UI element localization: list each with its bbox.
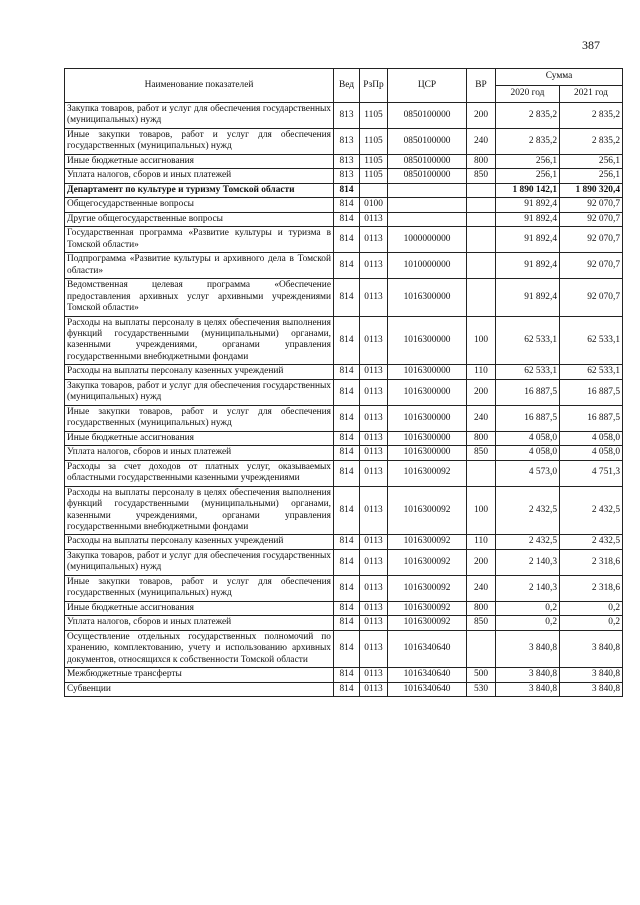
cell-2021: 16 887,5 bbox=[560, 379, 623, 405]
cell-ved: 814 bbox=[334, 446, 360, 460]
cell-rzpr bbox=[360, 183, 388, 197]
cell-vr: 850 bbox=[467, 616, 496, 630]
cell-name: Субвенции bbox=[65, 682, 334, 696]
cell-vr: 100 bbox=[467, 486, 496, 535]
cell-csr: 1016300000 bbox=[388, 316, 467, 365]
cell-2020: 2 432,5 bbox=[496, 535, 560, 549]
cell-2020: 62 533,1 bbox=[496, 365, 560, 379]
cell-2021: 256,1 bbox=[560, 154, 623, 168]
cell-name: Другие общегосударственные вопросы bbox=[65, 212, 334, 226]
cell-name: Иные бюджетные ассигнования bbox=[65, 431, 334, 445]
cell-2020: 16 887,5 bbox=[496, 379, 560, 405]
cell-rzpr: 1105 bbox=[360, 154, 388, 168]
cell-csr: 1016300000 bbox=[388, 279, 467, 316]
cell-2021: 2 835,2 bbox=[560, 103, 623, 129]
cell-name: Уплата налогов, сборов и иных платежей bbox=[65, 446, 334, 460]
budget-table bbox=[64, 68, 623, 697]
cell-2020: 0,2 bbox=[496, 616, 560, 630]
cell-2020: 3 840,8 bbox=[496, 668, 560, 682]
cell-ved: 813 bbox=[334, 103, 360, 129]
header-csr: ЦСР bbox=[388, 69, 467, 103]
cell-2020: 3 840,8 bbox=[496, 630, 560, 667]
cell-2021: 0,2 bbox=[560, 601, 623, 615]
cell-rzpr: 0113 bbox=[360, 431, 388, 445]
cell-ved: 814 bbox=[334, 682, 360, 696]
cell-2020: 4 058,0 bbox=[496, 431, 560, 445]
table-row bbox=[65, 682, 623, 696]
cell-name: Закупка товаров, работ и услуг для обеспечения государственных (муниципальных) нужд bbox=[65, 549, 334, 575]
cell-vr: 200 bbox=[467, 549, 496, 575]
cell-ved: 814 bbox=[334, 630, 360, 667]
cell-csr: 1016300000 bbox=[388, 446, 467, 460]
cell-csr: 1016340640 bbox=[388, 630, 467, 667]
cell-vr: 850 bbox=[467, 446, 496, 460]
cell-csr: 1016300000 bbox=[388, 365, 467, 379]
cell-csr: 1016300092 bbox=[388, 616, 467, 630]
table-row bbox=[65, 103, 623, 129]
cell-csr: 1016340640 bbox=[388, 668, 467, 682]
cell-ved: 814 bbox=[334, 535, 360, 549]
table-row bbox=[65, 365, 623, 379]
cell-csr: 1016300092 bbox=[388, 575, 467, 601]
cell-ved: 814 bbox=[334, 365, 360, 379]
cell-name: Иные закупки товаров, работ и услуг для обеспечения государственных (муниципальных) нужд bbox=[65, 575, 334, 601]
cell-rzpr: 0100 bbox=[360, 198, 388, 212]
cell-name: Осуществление отдельных государственных полномочий по хранению, комплектованию, учету и использованию архивных документов, относящихся к собственности Томской области bbox=[65, 630, 334, 667]
cell-rzpr: 0113 bbox=[360, 446, 388, 460]
cell-2020: 3 840,8 bbox=[496, 682, 560, 696]
cell-2021: 92 070,7 bbox=[560, 253, 623, 279]
cell-ved: 814 bbox=[334, 549, 360, 575]
cell-2021: 62 533,1 bbox=[560, 365, 623, 379]
cell-rzpr: 1105 bbox=[360, 103, 388, 129]
table-row bbox=[65, 128, 623, 154]
cell-ved: 814 bbox=[334, 460, 360, 486]
cell-csr: 1016300000 bbox=[388, 379, 467, 405]
cell-2021: 62 533,1 bbox=[560, 316, 623, 365]
cell-vr: 240 bbox=[467, 405, 496, 431]
cell-ved: 814 bbox=[334, 668, 360, 682]
header-ved: Вед bbox=[334, 69, 360, 103]
cell-ved: 814 bbox=[334, 601, 360, 615]
cell-rzpr: 0113 bbox=[360, 630, 388, 667]
cell-rzpr: 0113 bbox=[360, 460, 388, 486]
table-row bbox=[65, 630, 623, 667]
cell-ved: 813 bbox=[334, 128, 360, 154]
cell-ved: 814 bbox=[334, 316, 360, 365]
cell-name: Ведомственная целевая программа «Обеспечение предоставления архивных услуг архивными учреждениями Томской области» bbox=[65, 279, 334, 316]
cell-rzpr: 0113 bbox=[360, 616, 388, 630]
header-rzpr: РзПр bbox=[360, 69, 388, 103]
table-row bbox=[65, 279, 623, 316]
cell-rzpr: 0113 bbox=[360, 682, 388, 696]
cell-name: Государственная программа «Развитие культуры и туризма в Томской области» bbox=[65, 227, 334, 253]
table-row bbox=[65, 183, 623, 197]
cell-ved: 814 bbox=[334, 227, 360, 253]
cell-2020: 0,2 bbox=[496, 601, 560, 615]
table-row bbox=[65, 198, 623, 212]
cell-2020: 91 892,4 bbox=[496, 198, 560, 212]
cell-rzpr: 1105 bbox=[360, 128, 388, 154]
cell-2021: 2 318,6 bbox=[560, 575, 623, 601]
cell-2021: 256,1 bbox=[560, 169, 623, 183]
cell-rzpr: 0113 bbox=[360, 486, 388, 535]
cell-csr: 1016300092 bbox=[388, 601, 467, 615]
cell-vr: 200 bbox=[467, 103, 496, 129]
cell-2020: 2 835,2 bbox=[496, 103, 560, 129]
table-row bbox=[65, 616, 623, 630]
cell-ved: 813 bbox=[334, 169, 360, 183]
header-vr: ВР bbox=[467, 69, 496, 103]
header-sum: Сумма bbox=[496, 69, 623, 86]
cell-ved: 814 bbox=[334, 486, 360, 535]
cell-2021: 4 058,0 bbox=[560, 431, 623, 445]
cell-vr bbox=[467, 227, 496, 253]
cell-2021: 2 318,6 bbox=[560, 549, 623, 575]
cell-csr: 1016300000 bbox=[388, 431, 467, 445]
cell-2020: 1 890 142,1 bbox=[496, 183, 560, 197]
cell-rzpr: 0113 bbox=[360, 549, 388, 575]
cell-rzpr: 0113 bbox=[360, 405, 388, 431]
cell-ved: 814 bbox=[334, 575, 360, 601]
table-row bbox=[65, 253, 623, 279]
cell-vr bbox=[467, 279, 496, 316]
cell-2021: 2 835,2 bbox=[560, 128, 623, 154]
cell-2020: 16 887,5 bbox=[496, 405, 560, 431]
cell-name: Расходы на выплаты персоналу в целях обеспечения выполнения функций государственными (муниципальными) органами, казенными учреждениями, органами управления государственными внебюджетными фондами bbox=[65, 486, 334, 535]
cell-csr: 1016300000 bbox=[388, 405, 467, 431]
cell-name: Уплата налогов, сборов и иных платежей bbox=[65, 616, 334, 630]
table-row bbox=[65, 227, 623, 253]
cell-vr: 110 bbox=[467, 365, 496, 379]
table-row bbox=[65, 212, 623, 226]
cell-2020: 91 892,4 bbox=[496, 212, 560, 226]
cell-vr: 240 bbox=[467, 128, 496, 154]
table-row bbox=[65, 154, 623, 168]
cell-2020: 256,1 bbox=[496, 154, 560, 168]
table-row bbox=[65, 460, 623, 486]
cell-ved: 814 bbox=[334, 253, 360, 279]
table-row bbox=[65, 668, 623, 682]
table-row bbox=[65, 549, 623, 575]
cell-ved: 814 bbox=[334, 379, 360, 405]
cell-csr: 1016340640 bbox=[388, 682, 467, 696]
cell-vr bbox=[467, 212, 496, 226]
cell-csr: 0850100000 bbox=[388, 103, 467, 129]
cell-rzpr: 0113 bbox=[360, 379, 388, 405]
cell-2020: 2 835,2 bbox=[496, 128, 560, 154]
cell-vr bbox=[467, 253, 496, 279]
cell-name: Иные бюджетные ассигнования bbox=[65, 601, 334, 615]
cell-vr: 110 bbox=[467, 535, 496, 549]
header-year-2020: 2020 год bbox=[496, 86, 560, 103]
header-row bbox=[65, 69, 623, 86]
cell-name: Расходы на выплаты персоналу в целях обеспечения выполнения функций государственными (муниципальными) органами, казенными учреждениями, органами управления государственными внебюджетными фондами bbox=[65, 316, 334, 365]
cell-name: Расходы на выплаты персоналу казенных учреждений bbox=[65, 365, 334, 379]
cell-2020: 2 140,3 bbox=[496, 549, 560, 575]
cell-name: Департамент по культуре и туризму Томской области bbox=[65, 183, 334, 197]
cell-2021: 2 432,5 bbox=[560, 535, 623, 549]
table-row bbox=[65, 446, 623, 460]
cell-vr: 100 bbox=[467, 316, 496, 365]
cell-ved: 814 bbox=[334, 279, 360, 316]
cell-2021: 92 070,7 bbox=[560, 212, 623, 226]
cell-name: Уплата налогов, сборов и иных платежей bbox=[65, 169, 334, 183]
cell-vr: 240 bbox=[467, 575, 496, 601]
table-row bbox=[65, 169, 623, 183]
cell-ved: 814 bbox=[334, 616, 360, 630]
cell-name: Иные закупки товаров, работ и услуг для обеспечения государственных (муниципальных) нужд bbox=[65, 128, 334, 154]
cell-vr: 500 bbox=[467, 668, 496, 682]
cell-2020: 91 892,4 bbox=[496, 279, 560, 316]
cell-rzpr: 1105 bbox=[360, 169, 388, 183]
cell-vr: 530 bbox=[467, 682, 496, 696]
cell-2021: 92 070,7 bbox=[560, 227, 623, 253]
table-row bbox=[65, 405, 623, 431]
cell-name: Общегосударственные вопросы bbox=[65, 198, 334, 212]
cell-name: Закупка товаров, работ и услуг для обеспечения государственных (муниципальных) нужд bbox=[65, 379, 334, 405]
cell-2021: 4 058,0 bbox=[560, 446, 623, 460]
table-body bbox=[65, 103, 623, 697]
cell-name: Иные закупки товаров, работ и услуг для обеспечения государственных (муниципальных) нужд bbox=[65, 405, 334, 431]
cell-2020: 91 892,4 bbox=[496, 253, 560, 279]
page-number: 387 bbox=[582, 38, 600, 52]
cell-rzpr: 0113 bbox=[360, 365, 388, 379]
cell-name: Закупка товаров, работ и услуг для обеспечения государственных (муниципальных) нужд bbox=[65, 103, 334, 129]
cell-2021: 2 432,5 bbox=[560, 486, 623, 535]
cell-ved: 814 bbox=[334, 405, 360, 431]
cell-name: Межбюджетные трансферты bbox=[65, 668, 334, 682]
cell-rzpr: 0113 bbox=[360, 227, 388, 253]
cell-rzpr: 0113 bbox=[360, 601, 388, 615]
cell-ved: 814 bbox=[334, 431, 360, 445]
cell-2020: 2 432,5 bbox=[496, 486, 560, 535]
cell-csr: 0850100000 bbox=[388, 169, 467, 183]
cell-vr: 200 bbox=[467, 379, 496, 405]
cell-rzpr: 0113 bbox=[360, 212, 388, 226]
cell-ved: 814 bbox=[334, 212, 360, 226]
cell-2020: 91 892,4 bbox=[496, 227, 560, 253]
cell-vr: 800 bbox=[467, 154, 496, 168]
table-row bbox=[65, 431, 623, 445]
cell-2021: 92 070,7 bbox=[560, 198, 623, 212]
cell-vr bbox=[467, 630, 496, 667]
table-row bbox=[65, 316, 623, 365]
cell-name: Расходы за счет доходов от платных услуг, оказываемых областными государственными казенными учреждениями bbox=[65, 460, 334, 486]
cell-2020: 62 533,1 bbox=[496, 316, 560, 365]
cell-rzpr: 0113 bbox=[360, 575, 388, 601]
cell-vr: 850 bbox=[467, 169, 496, 183]
cell-csr: 1010000000 bbox=[388, 253, 467, 279]
cell-ved: 814 bbox=[334, 198, 360, 212]
cell-2021: 3 840,8 bbox=[560, 668, 623, 682]
cell-csr: 1016300092 bbox=[388, 549, 467, 575]
cell-rzpr: 0113 bbox=[360, 535, 388, 549]
cell-2020: 256,1 bbox=[496, 169, 560, 183]
cell-2021: 1 890 320,4 bbox=[560, 183, 623, 197]
cell-2021: 0,2 bbox=[560, 616, 623, 630]
cell-vr bbox=[467, 183, 496, 197]
cell-rzpr: 0113 bbox=[360, 668, 388, 682]
cell-2020: 4 058,0 bbox=[496, 446, 560, 460]
table-row bbox=[65, 486, 623, 535]
cell-2020: 2 140,3 bbox=[496, 575, 560, 601]
cell-csr: 0850100000 bbox=[388, 154, 467, 168]
cell-name: Иные бюджетные ассигнования bbox=[65, 154, 334, 168]
cell-csr: 1000000000 bbox=[388, 227, 467, 253]
cell-ved: 814 bbox=[334, 183, 360, 197]
cell-csr: 1016300092 bbox=[388, 460, 467, 486]
header-name: Наименование показателей bbox=[65, 69, 334, 103]
cell-csr bbox=[388, 212, 467, 226]
table-row bbox=[65, 535, 623, 549]
cell-rzpr: 0113 bbox=[360, 279, 388, 316]
table-row bbox=[65, 601, 623, 615]
cell-2020: 4 573,0 bbox=[496, 460, 560, 486]
cell-csr: 0850100000 bbox=[388, 128, 467, 154]
cell-vr: 800 bbox=[467, 431, 496, 445]
cell-csr: 1016300092 bbox=[388, 535, 467, 549]
cell-vr bbox=[467, 460, 496, 486]
cell-2021: 4 751,3 bbox=[560, 460, 623, 486]
cell-rzpr: 0113 bbox=[360, 253, 388, 279]
cell-vr bbox=[467, 198, 496, 212]
cell-csr bbox=[388, 183, 467, 197]
cell-2021: 92 070,7 bbox=[560, 279, 623, 316]
cell-name: Подпрограмма «Развитие культуры и архивного дела в Томской области» bbox=[65, 253, 334, 279]
cell-2021: 16 887,5 bbox=[560, 405, 623, 431]
cell-ved: 813 bbox=[334, 154, 360, 168]
cell-csr bbox=[388, 198, 467, 212]
header-year-2021: 2021 год bbox=[560, 86, 623, 103]
cell-2021: 3 840,8 bbox=[560, 682, 623, 696]
cell-csr: 1016300092 bbox=[388, 486, 467, 535]
cell-rzpr: 0113 bbox=[360, 316, 388, 365]
table-row bbox=[65, 575, 623, 601]
cell-name: Расходы на выплаты персоналу казенных учреждений bbox=[65, 535, 334, 549]
table-row bbox=[65, 379, 623, 405]
cell-vr: 800 bbox=[467, 601, 496, 615]
cell-2021: 3 840,8 bbox=[560, 630, 623, 667]
